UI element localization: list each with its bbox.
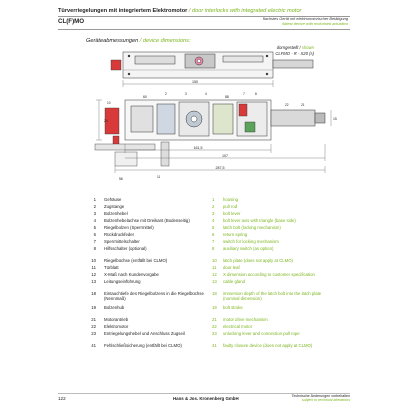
legend-text-de: Riegelbolzen (Sperrmittel) bbox=[104, 225, 154, 230]
legend-number-de: 23 bbox=[91, 331, 96, 336]
legend-text-de: Bolzenhub bbox=[104, 305, 125, 310]
legend-text-en: immersion depth of the latch bolt into the latch plate (nominal dimension) bbox=[223, 291, 322, 302]
dim-label-total: 287,5 bbox=[215, 166, 225, 170]
dim-label-g: 24 bbox=[104, 119, 108, 123]
legend-number-en: 19 bbox=[212, 305, 217, 310]
legend-text-en: faulty closure device (does not apply at CLMO) bbox=[223, 343, 313, 348]
legend-number-de: 11 bbox=[91, 265, 96, 270]
svg-text:7: 7 bbox=[243, 92, 245, 96]
legend-number-de: 10 bbox=[91, 258, 96, 263]
legend-number-de: 19 bbox=[91, 305, 96, 310]
legend-text-en: pull rod bbox=[223, 204, 238, 209]
legend-text-de: Riegelbüchse (entfällt bei CLMO) bbox=[104, 258, 168, 263]
legend-text-en: cable gland bbox=[223, 279, 245, 284]
header-title-separator: / bbox=[187, 8, 192, 14]
legend-number-en: 41 bbox=[212, 343, 217, 348]
footer-note bbox=[292, 394, 350, 403]
svg-text:11: 11 bbox=[157, 175, 161, 179]
legend-text-en: bolt lever axis with triangle (base side) bbox=[223, 218, 296, 223]
dim-label-c: 88 bbox=[225, 95, 229, 99]
header-title-en: door interlocks with integrated electric motor bbox=[191, 8, 302, 14]
legend-number-en: 3 bbox=[212, 211, 215, 216]
section-title-de: Geräteabmessungen bbox=[86, 38, 139, 44]
legend-number-en: 10 bbox=[212, 258, 217, 263]
legend-number-de: 5 bbox=[93, 225, 96, 230]
dim-label-d: 60 bbox=[143, 95, 147, 99]
legend-text-en: unlocking lever and connection pull rope bbox=[223, 331, 300, 336]
drawing-caption: dorngestellt / shown CLFMO - R - X20 (s) bbox=[275, 45, 314, 56]
legend-number-de: 1 bbox=[93, 197, 96, 202]
legend-number-de: 2 bbox=[93, 204, 96, 209]
legend-text-de: Entriegelungshebel und Anschluss Zugseil bbox=[104, 331, 185, 336]
legend-text-de: Zugstange bbox=[104, 204, 125, 209]
legend-number-en: 8 bbox=[212, 246, 215, 251]
caption-en: shown bbox=[301, 45, 314, 50]
legend-number-de: 13 bbox=[91, 279, 96, 284]
legend-text-en: bolt lever bbox=[223, 211, 241, 216]
legend-text-en: switch for locking mechanism bbox=[223, 239, 279, 244]
legend-number-en: 4 bbox=[212, 218, 215, 223]
legend-number-en: 22 bbox=[212, 324, 217, 329]
page-number: 122 bbox=[58, 396, 66, 401]
dim-label-e: 107 bbox=[222, 154, 228, 158]
footer-note-en: subject to technical alterations bbox=[301, 398, 350, 403]
legend-text-en: housing bbox=[223, 197, 239, 202]
legend-number-en: 2 bbox=[212, 204, 215, 209]
company-name: Hans & Jos. Kronenberg GmbH bbox=[173, 396, 239, 401]
svg-text:21: 21 bbox=[301, 103, 305, 107]
legend-text-de: Fehlschließsicherung (entfällt bei CLMO) bbox=[104, 343, 182, 348]
legend-text-en: latch plate (does not apply at CLMO) bbox=[223, 258, 293, 263]
dim-label-b: 150 bbox=[192, 80, 198, 84]
legend-text-en: electrical motor bbox=[223, 324, 253, 329]
legend-number-de: 12 bbox=[91, 272, 96, 277]
svg-text:4: 4 bbox=[205, 92, 207, 96]
legend-number-de: 6 bbox=[93, 232, 96, 237]
legend-text-de: Motorantrieb bbox=[104, 317, 129, 322]
legend-number-en: 13 bbox=[212, 279, 217, 284]
legend-number-de: 18 bbox=[91, 291, 96, 296]
legend-number-en: 21 bbox=[212, 317, 217, 322]
legend-number-en: 23 bbox=[212, 331, 217, 336]
legend-number-en: 5 bbox=[212, 225, 215, 230]
svg-text:8: 8 bbox=[255, 92, 257, 96]
legend-number-en: 7 bbox=[212, 239, 215, 244]
legend-number-en: 12 bbox=[212, 272, 217, 277]
dim-label-f: 15 bbox=[333, 117, 337, 121]
header-description-en: flatest device with motorised actuation bbox=[282, 20, 348, 26]
legend-number-de: 22 bbox=[91, 324, 96, 329]
header-description-de: flachstes Gerät mit elektromotorischer Betätigung bbox=[262, 16, 348, 21]
legend-number-de: 4 bbox=[93, 218, 96, 223]
legend-number-en: 1 bbox=[212, 197, 215, 202]
legend-number-en: 11 bbox=[212, 265, 217, 270]
legend-text-de: Sperrmittelschalter bbox=[104, 239, 140, 244]
legend-text-de: Gehäuse bbox=[104, 197, 122, 202]
svg-text:10: 10 bbox=[107, 101, 111, 105]
section-title-separator: / bbox=[138, 38, 143, 44]
legend-number-en: 6 bbox=[212, 232, 215, 237]
legend-text-de: Türblatt bbox=[104, 265, 119, 270]
legend-number-de: 41 bbox=[91, 343, 96, 348]
svg-text:3: 3 bbox=[185, 92, 187, 96]
legend-text-en: bolt stroke bbox=[223, 305, 243, 310]
legend-text-de: X-Maß nach Kundenvorgabe bbox=[104, 272, 159, 277]
svg-text:22: 22 bbox=[285, 103, 289, 107]
legend-text-en: latch bolt (locking mechanism) bbox=[223, 225, 281, 230]
legend-text-de: Leitungseinführung bbox=[104, 279, 141, 284]
legend-text-en: motor drive mechanism bbox=[223, 317, 268, 322]
svg-text:2: 2 bbox=[165, 92, 167, 96]
legend-text-de: Bolzenhebel bbox=[104, 211, 128, 216]
dim-label-h: 56 bbox=[119, 177, 123, 181]
legend-text-de: Rückdruckfeder bbox=[104, 232, 135, 237]
legend-number-en: 18 bbox=[212, 291, 217, 296]
legend-text-de: Hilfsschalter (optional) bbox=[104, 246, 147, 251]
legend-number-de: 3 bbox=[93, 211, 96, 216]
legend-text-de: Bolzenhebelachse mit Dreikant (Bodenseitig) bbox=[104, 218, 190, 223]
caption-model: CLFMO - R - X20 (s) bbox=[275, 50, 314, 56]
footer-note-de: Technische Änderungen vorbehalten bbox=[291, 394, 350, 398]
dim-label-a: 161,5 bbox=[193, 146, 203, 150]
model-name: CL(F)MO bbox=[58, 18, 85, 25]
legend-text-en: auxiliary switch (as option) bbox=[223, 246, 274, 251]
legend-text-de: Elektromotor bbox=[104, 324, 129, 329]
legend-text-en: X dimension according to customer specification bbox=[223, 272, 315, 277]
legend-number-de: 21 bbox=[91, 317, 96, 322]
caption-de: dorngestellt bbox=[276, 45, 299, 50]
legend-text-en: door leaf bbox=[223, 265, 240, 270]
section-title-en: device dimensions: bbox=[142, 38, 191, 44]
header-title-de: Türverriegelungen mit integriertem Elektromotor bbox=[58, 8, 188, 14]
legend-text-de: Eintauchtiefe des Riegelbolzens in die Riegelbüchse (Nennmaß) bbox=[104, 291, 204, 302]
legend-number-de: 7 bbox=[93, 239, 96, 244]
legend-number-de: 8 bbox=[93, 246, 96, 251]
legend-text-en: return spring bbox=[223, 232, 248, 237]
